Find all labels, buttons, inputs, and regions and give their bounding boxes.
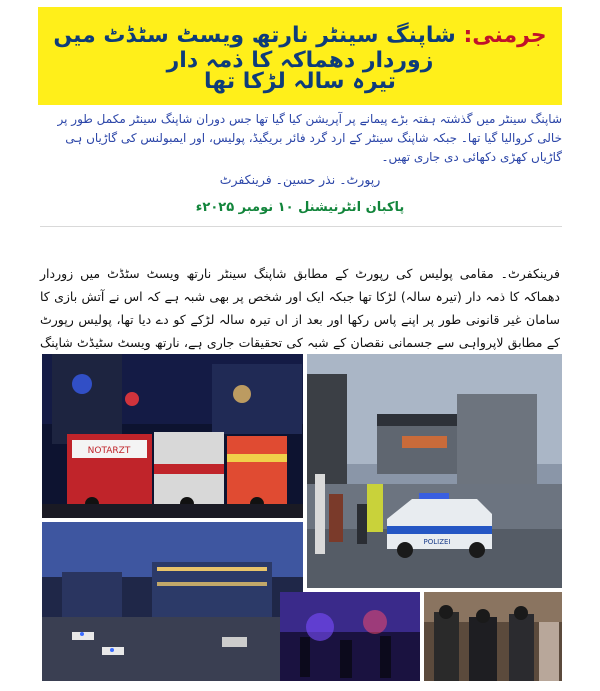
source-date: پاکبان انٹرنیشنل ۱۰ نومبر ۲۰۲۵ء (195, 200, 405, 215)
ambulance-sign: NOTARZT (87, 446, 131, 456)
photo-night-street-lights (280, 592, 420, 681)
headline-country-tag: جرمنی: (463, 23, 547, 48)
photo-collage (39, 351, 565, 684)
police-sign: POLIZEI (423, 538, 451, 546)
photo-police-car-daytime (307, 354, 562, 588)
divider (40, 226, 562, 227)
headline-title-1: شاپنگ سینٹر نارتھ ویسٹ سٹڈٹ میں زوردار دھماکہ کا ذمہ دار (53, 23, 456, 73)
headline-line-1 (38, 23, 562, 73)
photo-shopping-centre-dusk (42, 522, 303, 681)
reporter-credit: رپورٹ۔ نذر حسین۔ فرینکفرٹ (219, 172, 381, 187)
photo-armed-police (424, 592, 562, 681)
headline-banner (38, 7, 562, 105)
photo-ambulances-night (42, 354, 303, 518)
summary-paragraph: شاپنگ سینٹر میں گذشتہ ہفتہ بڑے پیمانے پر آپریشن کیا گیا تھا جس دوران شاپنگ سینٹر مکمل طور پر خالی کروالیا گیا تھا۔ جبکہ شاپنگ سینٹر کے ارد گرد فائر بریگیڈ، پولیس، اور ایمبولنس کی گاڑیاں ہی گاڑیاں کھڑی دکھائی دی جاری تھیں۔ (57, 112, 562, 164)
headline-title-2: تیرہ سالہ لڑکا تھا (204, 69, 396, 94)
article-body: فرینکفرٹ۔ مقامی پولیس کی رپورٹ کے مطابق شاپنگ سینٹر نارتھ ویسٹ سٹڈٹ میں زوردار دھماکہ کا ذمہ دار (تیرہ سالہ) لڑکا تھا جبکہ ایک اور شخص پر بھی شبہ ہے کہ اس نے آتش بازی کا سامان غیر قانونی طور پر اپنے پاس رکھا اور بعد از اں تیرہ سالہ لڑکے کو دے دیا تھا، پولیس رپورٹ کے مطابق لاپرواہی سے جسمانی نقصان کے شبہ کی تحقیقات جاری ہے، نارتھ ویسٹ سٹیڈٹ شاپنگ (40, 266, 560, 350)
